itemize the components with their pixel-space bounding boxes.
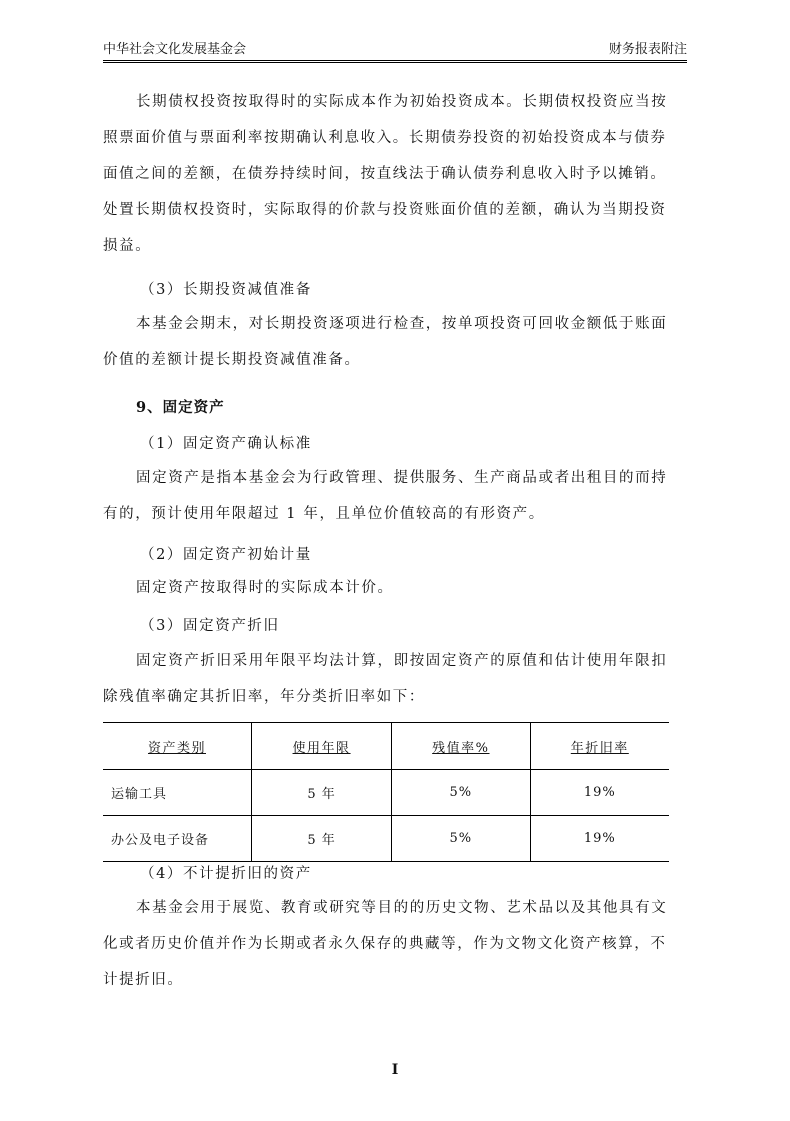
section-heading-fixed-assets: 9、固定资产 (136, 399, 225, 416)
depreciation-rate-table (103, 722, 669, 862)
table-cell: 5% (392, 770, 531, 816)
table-cell: 5 年 (252, 816, 392, 862)
text-line: 固定资产按取得时的实际成本计价。 (136, 580, 394, 596)
table-cell: 5 年 (252, 770, 392, 816)
text-line: 固定资产是指本基金会为行政管理、提供服务、生产商品或者出租目的而持 (136, 470, 668, 486)
text-line: 化或者历史价值并作为长期或者永久保存的典藏等，作为文物文化资产核算，不 (103, 936, 667, 952)
header-org-name: 中华社会文化发展基金会 (103, 42, 247, 57)
paragraph-long-term-debt (103, 84, 687, 264)
table-row (103, 816, 669, 862)
text-line: 长期债权投资按取得时的实际成本作为初始投资成本。长期债权投资应当按 (136, 94, 668, 110)
subheading-initial-measurement: （2）固定资产初始计量 (140, 547, 312, 563)
subheading-depreciation: （3）固定资产折旧 (140, 618, 280, 634)
text-line: 固定资产折旧采用年限平均法计算，即按固定资产的原值和估计使用年限扣 (136, 653, 668, 669)
header-rule (103, 60, 687, 61)
header-residual-rate: 残值率% (432, 740, 490, 756)
table-cell: 19% (530, 816, 669, 862)
paragraph-initial-measurement (103, 570, 687, 606)
header-annual-rate: 年折旧率 (570, 740, 629, 756)
text-line: 本基金会用于展览、教育或研究等目的的历史文物、艺术品以及其他具有文 (136, 900, 668, 916)
table-header-cell (103, 723, 252, 770)
table-cell: 办公及电子设备 (103, 816, 252, 862)
paragraph-non-depreciable (103, 890, 687, 998)
paragraph-impairment (103, 306, 687, 378)
text-line: 处置长期债权投资时，实际取得的价款与投资账面价值的差额，确认为当期投资 (103, 202, 667, 218)
table-header-cell (530, 723, 669, 770)
header-asset-category: 资产类别 (147, 740, 206, 756)
text-line: 损益。 (103, 238, 152, 254)
table-cell: 5% (392, 816, 531, 862)
paragraph-recognition (103, 460, 687, 532)
text-line: 面值之间的差额，在债券持续时间，按直线法于确认债券利息收入时予以摊销。 (103, 166, 667, 182)
text-line: 有的，预计使用年限超过 1 年，且单位价值较高的有形资产。 (103, 506, 545, 522)
subheading-recognition: （1）固定资产确认标准 (140, 436, 312, 452)
header-rule-secondary (103, 62, 687, 63)
text-line: 价值的差额计提长期投资减值准备。 (103, 352, 361, 368)
paragraph-depreciation (103, 643, 687, 715)
text-line: 计提折旧。 (103, 972, 184, 988)
page-number: I (391, 1062, 399, 1078)
header-doc-title: 财务报表附注 (608, 42, 687, 57)
table-header-cell (252, 723, 392, 770)
table-cell: 运输工具 (103, 770, 252, 816)
text-line: 除残值率确定其折旧率，年分类折旧率如下： (103, 689, 425, 705)
table-row (103, 770, 669, 816)
table-header-cell (392, 723, 531, 770)
subheading-impairment: （3）长期投资减值准备 (140, 282, 312, 298)
text-line: 本基金会期末，对长期投资逐项进行检查，按单项投资可回收金额低于账面 (136, 316, 668, 332)
header-useful-life: 使用年限 (292, 740, 351, 756)
text-line: 照票面价值与票面利率按期确认利息收入。长期债券投资的初始投资成本与债券 (103, 130, 667, 146)
table-cell: 19% (530, 770, 669, 816)
table-header-row (103, 723, 669, 770)
subheading-non-depreciable: （4）不计提折旧的资产 (140, 866, 312, 882)
